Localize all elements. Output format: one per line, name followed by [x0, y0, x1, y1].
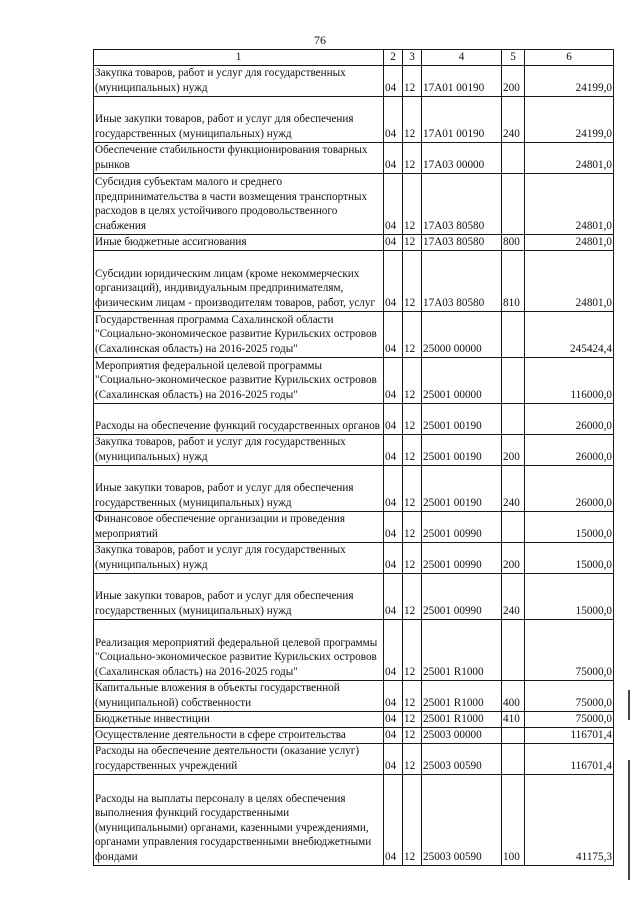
expense-type-code: 410: [502, 711, 525, 727]
section-code: 04: [384, 434, 403, 465]
row-name: Реализация мероприятий федеральной целевой программы "Социально-экономическое развитие Курильских островов (Сахалинская область) на 2016-2025 годы": [94, 619, 384, 680]
section-code: 04: [384, 680, 403, 711]
amount-value: 26000,0: [525, 434, 614, 465]
table-row: [94, 619, 614, 680]
row-name: Финансовое обеспечение организации и проведения мероприятий: [94, 511, 384, 542]
section-code: 04: [384, 743, 403, 774]
row-name: Обеспечение стабильности функционирования товарных рынков: [94, 142, 384, 173]
table-row: [94, 142, 614, 173]
target-article-code: 25003 00590: [422, 743, 502, 774]
amount-value: 245424,4: [525, 311, 614, 357]
budget-table: [93, 49, 614, 866]
amount-value: 24801,0: [525, 173, 614, 234]
row-name: Расходы на обеспечение функций государственных органов: [94, 403, 384, 434]
subsection-code: 12: [403, 511, 422, 542]
target-article-code: 25003 00000: [422, 727, 502, 743]
expense-type-code: [502, 727, 525, 743]
expense-type-code: [502, 743, 525, 774]
target-article-code: 25001 00190: [422, 434, 502, 465]
expense-type-code: 810: [502, 250, 525, 311]
section-code: 04: [384, 357, 403, 403]
row-name: Бюджетные инвестиции: [94, 711, 384, 727]
amount-value: 15000,0: [525, 573, 614, 619]
row-name: Закупка товаров, работ и услуг для государственных (муниципальных) нужд: [94, 434, 384, 465]
table-row: [94, 434, 614, 465]
table-row: [94, 173, 614, 234]
section-code: 04: [384, 403, 403, 434]
subsection-code: 12: [403, 96, 422, 142]
subsection-code: 12: [403, 542, 422, 573]
amount-value: 24199,0: [525, 65, 614, 96]
table-row: [94, 680, 614, 711]
amount-value: 24801,0: [525, 234, 614, 250]
row-name: Мероприятия федеральной целевой программы "Социально-экономическое развитие Курильских островов (Сахалинская область) на 2016-2025 годы": [94, 357, 384, 403]
column-header: 1: [94, 50, 384, 66]
amount-value: 15000,0: [525, 511, 614, 542]
table-row: [94, 774, 614, 865]
table-row: [94, 743, 614, 774]
column-header: 5: [502, 50, 525, 66]
amount-value: 26000,0: [525, 465, 614, 511]
target-article-code: 25001 00190: [422, 465, 502, 511]
row-name: Расходы на обеспечение деятельности (оказание услуг) государственных учреждений: [94, 743, 384, 774]
section-code: 04: [384, 573, 403, 619]
row-name: Субсидии юридическим лицам (кроме некоммерческих организаций), индивидуальным предпринимателям, физическим лицам - производителям товаров, работ, услуг: [94, 250, 384, 311]
target-article-code: 25001 R1000: [422, 680, 502, 711]
row-name: Иные бюджетные ассигнования: [94, 234, 384, 250]
table-row: [94, 234, 614, 250]
subsection-code: 12: [403, 173, 422, 234]
row-name: Закупка товаров, работ и услуг для государственных (муниципальных) нужд: [94, 65, 384, 96]
row-name: Капитальные вложения в объекты государственной (муниципальной) собственности: [94, 680, 384, 711]
table-row: [94, 727, 614, 743]
table-row: [94, 573, 614, 619]
amount-value: 116000,0: [525, 357, 614, 403]
subsection-code: 12: [403, 465, 422, 511]
target-article-code: 25001 00990: [422, 542, 502, 573]
amount-value: 24199,0: [525, 96, 614, 142]
amount-value: 24801,0: [525, 142, 614, 173]
subsection-code: 12: [403, 311, 422, 357]
target-article-code: 17А01 00190: [422, 96, 502, 142]
expense-type-code: 200: [502, 542, 525, 573]
subsection-code: 12: [403, 142, 422, 173]
section-code: 04: [384, 511, 403, 542]
target-article-code: 17А03 00000: [422, 142, 502, 173]
target-article-code: 25000 00000: [422, 311, 502, 357]
section-code: 04: [384, 234, 403, 250]
column-header: 4: [422, 50, 502, 66]
target-article-code: 25001 00190: [422, 403, 502, 434]
expense-type-code: [502, 142, 525, 173]
section-code: 04: [384, 173, 403, 234]
row-name: Иные закупки товаров, работ и услуг для обеспечения государственных (муниципальных) нужд: [94, 465, 384, 511]
table-row: [94, 65, 614, 96]
expense-type-code: 240: [502, 96, 525, 142]
expense-type-code: [502, 357, 525, 403]
amount-value: 41175,3: [525, 774, 614, 865]
header-row: [94, 50, 614, 66]
table-row: [94, 357, 614, 403]
expense-type-code: [502, 619, 525, 680]
row-name: Расходы на выплаты персоналу в целях обеспечения выполнения функций государственными (муниципальными) органами, казенными учреждениями, органами управления государственными внебюджетными фондами: [94, 774, 384, 865]
table-row: [94, 465, 614, 511]
target-article-code: 25001 R1000: [422, 711, 502, 727]
target-article-code: 17А03 80580: [422, 250, 502, 311]
expense-type-code: 400: [502, 680, 525, 711]
amount-value: 116701,4: [525, 727, 614, 743]
amount-value: 75000,0: [525, 711, 614, 727]
subsection-code: 12: [403, 357, 422, 403]
target-article-code: 25003 00590: [422, 774, 502, 865]
section-code: 04: [384, 142, 403, 173]
amount-value: 116701,4: [525, 743, 614, 774]
section-code: 04: [384, 727, 403, 743]
row-name: Закупка товаров, работ и услуг для государственных (муниципальных) нужд: [94, 542, 384, 573]
target-article-code: 17А03 80580: [422, 234, 502, 250]
subsection-code: 12: [403, 619, 422, 680]
scan-edge-mark: [628, 760, 630, 880]
table-row: [94, 311, 614, 357]
section-code: 04: [384, 250, 403, 311]
target-article-code: 17А03 80580: [422, 173, 502, 234]
target-article-code: 25001 00990: [422, 511, 502, 542]
section-code: 04: [384, 65, 403, 96]
table-row: [94, 403, 614, 434]
target-article-code: 25001 00990: [422, 573, 502, 619]
subsection-code: 12: [403, 234, 422, 250]
table-row: [94, 542, 614, 573]
subsection-code: 12: [403, 573, 422, 619]
subsection-code: 12: [403, 65, 422, 96]
amount-value: 75000,0: [525, 680, 614, 711]
subsection-code: 12: [403, 743, 422, 774]
column-header: 3: [403, 50, 422, 66]
expense-type-code: 200: [502, 65, 525, 96]
expense-type-code: 100: [502, 774, 525, 865]
column-header: 6: [525, 50, 614, 66]
amount-value: 24801,0: [525, 250, 614, 311]
target-article-code: 25001 R1000: [422, 619, 502, 680]
scan-edge-mark: [628, 690, 630, 720]
column-header: 2: [384, 50, 403, 66]
section-code: 04: [384, 311, 403, 357]
amount-value: 75000,0: [525, 619, 614, 680]
subsection-code: 12: [403, 774, 422, 865]
row-name: Иные закупки товаров, работ и услуг для обеспечения государственных (муниципальных) нужд: [94, 96, 384, 142]
expense-type-code: [502, 311, 525, 357]
amount-value: 15000,0: [525, 542, 614, 573]
table-row: [94, 96, 614, 142]
row-name: Иные закупки товаров, работ и услуг для обеспечения государственных (муниципальных) нужд: [94, 573, 384, 619]
page-number: 76: [314, 33, 326, 47]
subsection-code: 12: [403, 727, 422, 743]
expense-type-code: [502, 173, 525, 234]
table-row: [94, 250, 614, 311]
section-code: 04: [384, 619, 403, 680]
section-code: 04: [384, 96, 403, 142]
expense-type-code: 240: [502, 573, 525, 619]
subsection-code: 12: [403, 711, 422, 727]
expense-type-code: [502, 403, 525, 434]
section-code: 04: [384, 542, 403, 573]
section-code: 04: [384, 774, 403, 865]
row-name: Осуществление деятельности в сфере строительства: [94, 727, 384, 743]
expense-type-code: 200: [502, 434, 525, 465]
table-row: [94, 711, 614, 727]
table-row: [94, 511, 614, 542]
subsection-code: 12: [403, 434, 422, 465]
subsection-code: 12: [403, 680, 422, 711]
target-article-code: 25001 00000: [422, 357, 502, 403]
amount-value: 26000,0: [525, 403, 614, 434]
expense-type-code: 800: [502, 234, 525, 250]
expense-type-code: [502, 511, 525, 542]
row-name: Государственная программа Сахалинской области "Социально-экономическое развитие Курильских островов (Сахалинская область) на 2016-2025 годы": [94, 311, 384, 357]
section-code: 04: [384, 465, 403, 511]
expense-type-code: 240: [502, 465, 525, 511]
section-code: 04: [384, 711, 403, 727]
target-article-code: 17А01 00190: [422, 65, 502, 96]
row-name: Субсидия субъектам малого и среднего предпринимательства в части возмещения транспортных расходов в целях устойчивого продовольственного снабжения: [94, 173, 384, 234]
subsection-code: 12: [403, 403, 422, 434]
subsection-code: 12: [403, 250, 422, 311]
